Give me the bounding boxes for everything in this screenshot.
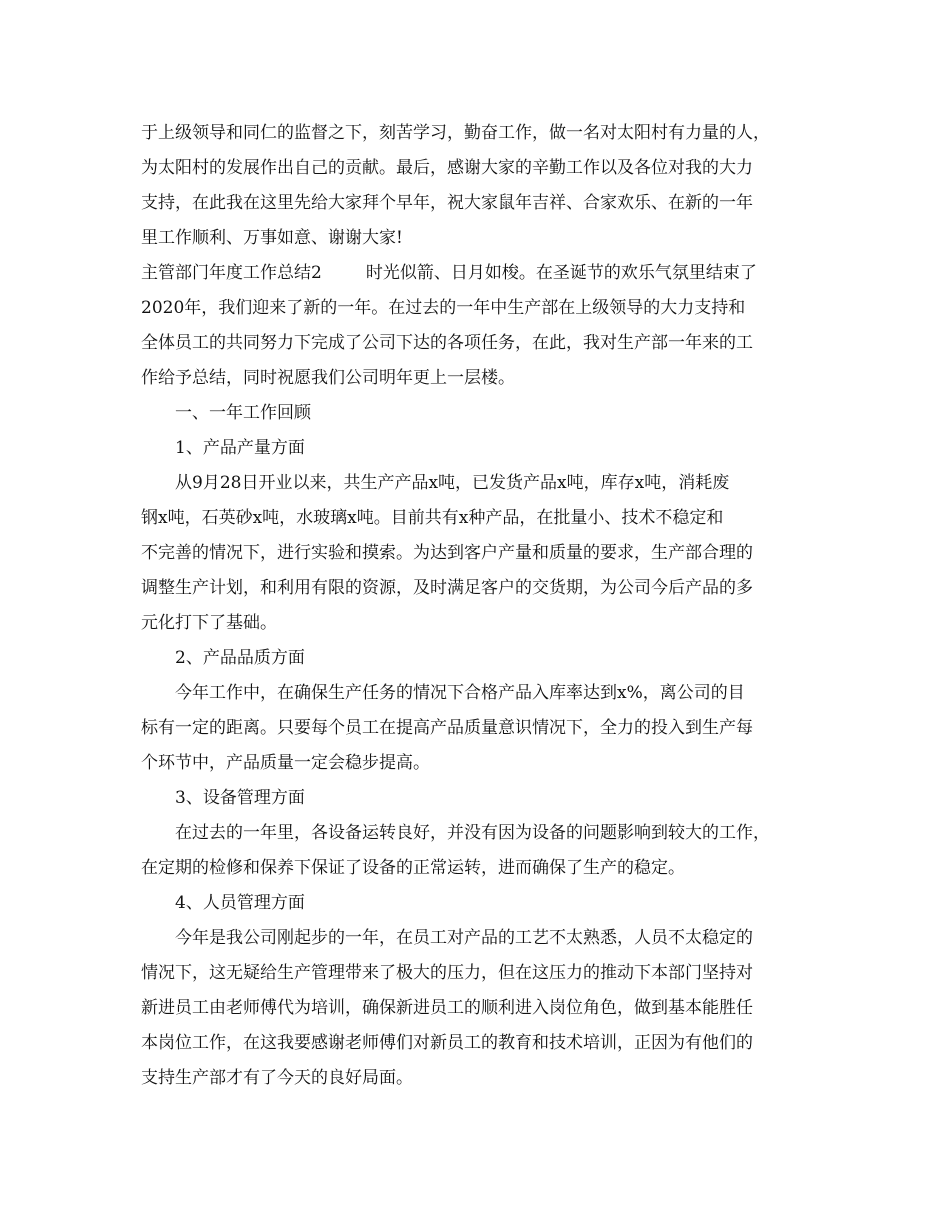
paragraph-line: 为太阳村的发展作出自己的贡献。最后，感谢大家的辛勤工作以及各位对我的大力 [141, 158, 753, 178]
paragraph-line: 今年工作中，在确保生产任务的情况下合格产品入库率达到x%，离公司的目 [175, 683, 745, 703]
paragraph-line: 标有一定的距离。只要每个员工在提高产品质量意识情况下，全力的投入到生产每 [141, 718, 753, 738]
paragraph-line: 元化打下了基础。 [141, 613, 277, 633]
paragraph-line: 支持生产部才有了今天的良好局面。 [141, 1068, 413, 1088]
section-intro-first: 时光似箭、日月如梭。在圣诞节的欢乐气氛里结束了 [365, 263, 757, 283]
paragraph-line: 于上级领导和同仁的监督之下，刻苦学习，勤奋工作，做一名对太阳村有力量的人， [141, 123, 770, 143]
paragraph-line: 不完善的情况下，进行实验和摸索。为达到客户产量和质量的要求，生产部合理的 [141, 543, 753, 563]
subheading-personnel: 4、人员管理方面 [175, 893, 305, 913]
subheading-quality: 2、产品品质方面 [175, 648, 305, 668]
paragraph-line: 本岗位工作，在这我要感谢老师傅们对新员工的教育和技术培训，正因为有他们的 [141, 1033, 753, 1053]
paragraph-line: 今年是我公司刚起步的一年，在员工对产品的工艺不太熟悉，人员不太稳定的 [175, 928, 753, 948]
paragraph-line: 全体员工的共同努力下完成了公司下达的各项任务，在此，我对生产部一年来的工 [141, 333, 753, 353]
paragraph-line: 调整生产计划，和利用有限的资源，及时满足客户的交货期，为公司今后产品的多 [141, 578, 753, 598]
paragraph-line: 2020年，我们迎来了新的一年。在过去的一年中生产部在上级领导的大力支持和 [141, 298, 746, 318]
paragraph-line: 个环节中，产品质量一定会稳步提高。 [141, 753, 430, 773]
paragraph-line: 钢x吨，石英砂x吨，水玻璃x吨。目前共有x种产品，在批量小、技术不稳定和 [141, 508, 724, 528]
paragraph-line: 在定期的检修和保养下保证了设备的正常运转，进而确保了生产的稳定。 [141, 858, 685, 878]
section-title-line [141, 256, 831, 291]
paragraph-line: 里工作顺利、万事如意、谢谢大家! [141, 228, 403, 248]
paragraph-line: 在过去的一年里，各设备运转良好，并没有因为设备的问题影响到较大的工作， [175, 823, 770, 843]
document-body [141, 116, 831, 1096]
paragraph-line: 支持，在此我在这里先给大家拜个早年，祝大家鼠年吉祥、合家欢乐、在新的一年 [141, 193, 753, 213]
paragraph-line: 新进员工由老师傅代为培训，确保新进员工的顺利进入岗位角色，做到基本能胜任 [141, 998, 753, 1018]
paragraph-line: 从9月28日开业以来，共生产产品x吨，已发货产品x吨，库存x吨，消耗废 [175, 473, 730, 493]
section-title: 主管部门年度工作总结2 [141, 263, 322, 283]
paragraph-line: 作给予总结，同时祝愿我们公司明年更上一层楼。 [141, 368, 515, 388]
paragraph-line: 情况下，这无疑给生产管理带来了极大的压力，但在这压力的推动下本部门坚持对 [141, 963, 753, 983]
subheading-equipment: 3、设备管理方面 [175, 788, 305, 808]
subheading-output: 1、产品产量方面 [175, 438, 305, 458]
heading-work-review: 一、一年工作回顾 [175, 403, 311, 423]
